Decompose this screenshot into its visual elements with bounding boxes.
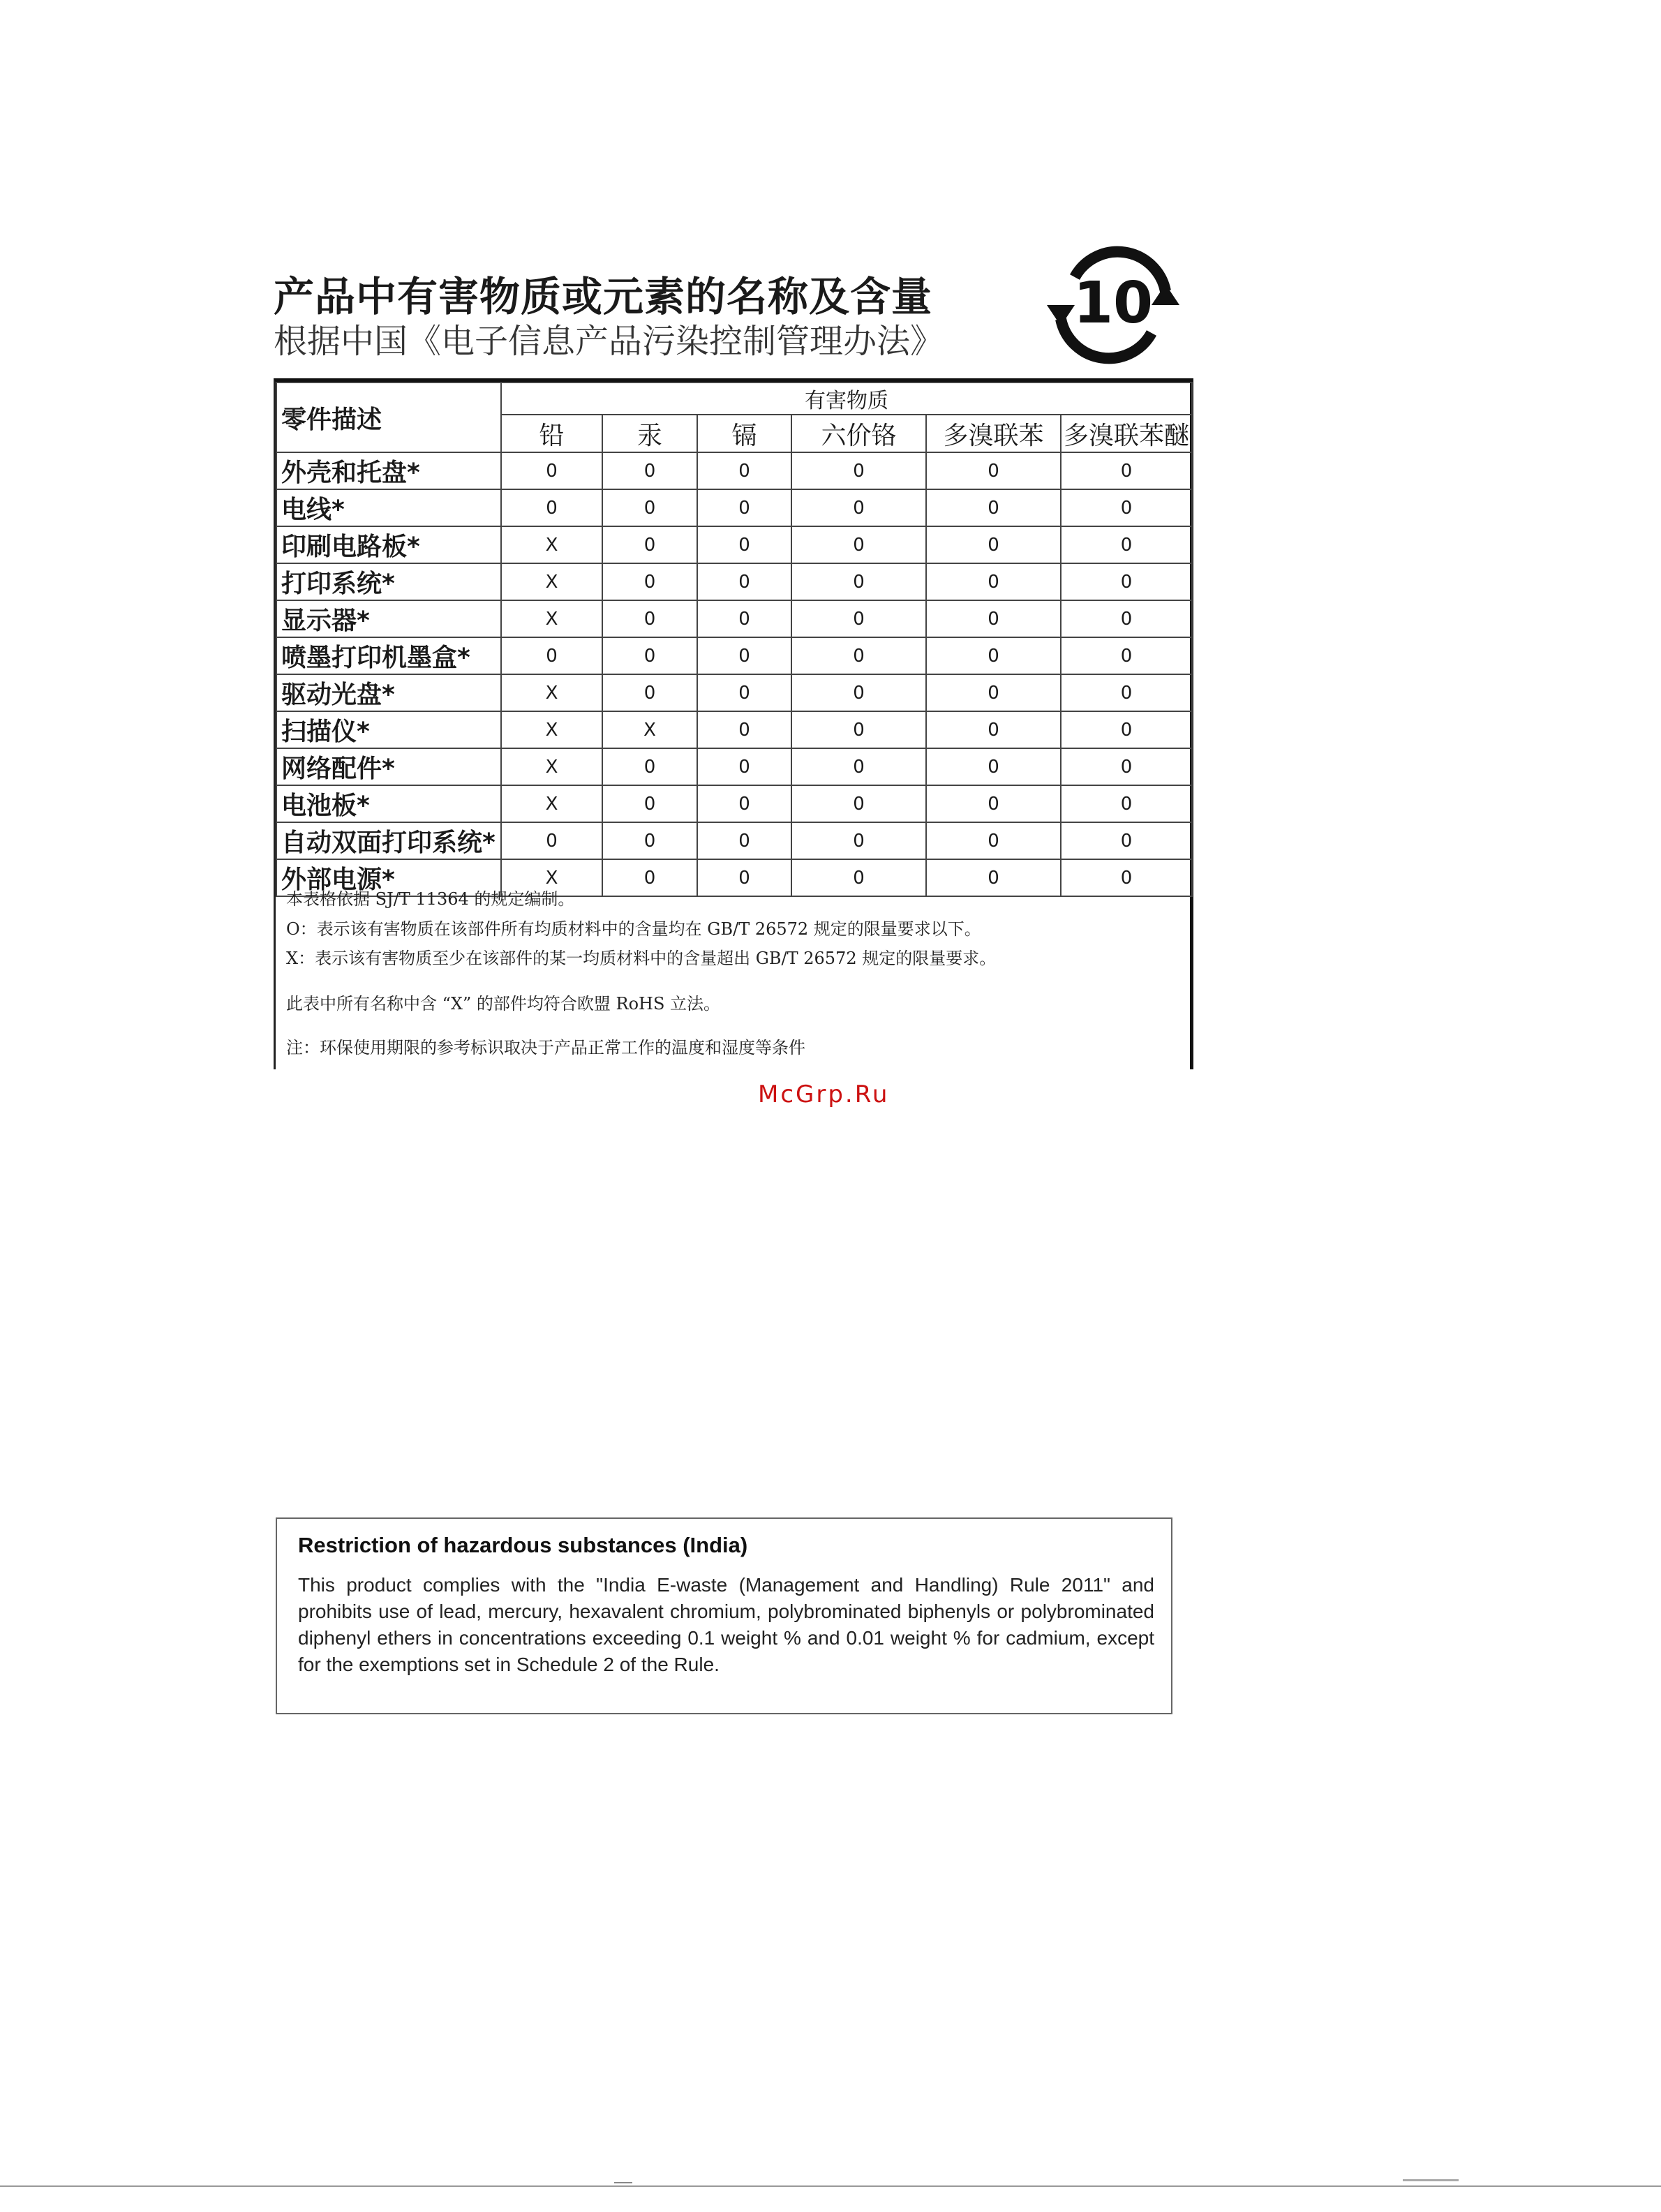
substance-value: 0 <box>602 785 697 822</box>
substance-value: 0 <box>697 526 791 563</box>
part-name: 喷墨打印机墨盒* <box>276 637 501 674</box>
page-subtitle: 根据中国《电子信息产品污染控制管理办法》 <box>274 322 944 361</box>
table-row <box>276 711 1192 748</box>
table-row <box>276 489 1192 526</box>
substance-value: 0 <box>1061 637 1192 674</box>
substance-header: 六价铬 <box>791 415 926 452</box>
substance-value: 0 <box>1061 748 1192 785</box>
table-row <box>276 452 1192 489</box>
substance-value: 0 <box>791 563 926 600</box>
substance-header: 汞 <box>602 415 697 452</box>
substance-value: 0 <box>926 637 1061 674</box>
substance-value: 0 <box>926 489 1061 526</box>
substance-value: 0 <box>791 674 926 711</box>
substance-value: 0 <box>501 637 602 674</box>
substance-value: 0 <box>602 600 697 637</box>
substance-value: 0 <box>791 748 926 785</box>
hazardous-substances-header: 有害物质 <box>501 383 1192 415</box>
substance-value: 0 <box>1061 822 1192 859</box>
environment-protection-use-period-icon <box>1033 225 1193 385</box>
substance-value: 0 <box>697 822 791 859</box>
substance-header: 多溴联苯 <box>926 415 1061 452</box>
substance-value: 0 <box>791 600 926 637</box>
substance-value: 0 <box>697 748 791 785</box>
substance-value: 0 <box>926 822 1061 859</box>
substance-value: 0 <box>1061 600 1192 637</box>
substance-value: 0 <box>791 489 926 526</box>
substance-value: 0 <box>791 822 926 859</box>
substance-value: 0 <box>697 489 791 526</box>
substance-value: 0 <box>926 859 1061 896</box>
substance-value: X <box>501 711 602 748</box>
table-note-epup: 注：环保使用期限的参考标识取决于产品正常工作的温度和湿度等条件 <box>286 1038 805 1057</box>
india-rohs-body: This product complies with the "India E-waste (Management and Handling) Rule 2011" and prohibits use of lead, mercury, hexavalent chromium, polybrominated biphenyls or polybrominated diphenyl ethers in concentrations exceeding 0.1 weight % and 0.01 weight % for cadmium, except for the exemptions set in Schedule 2 of the Rule. <box>298 1574 1154 1675</box>
part-description-header: 零件描述 <box>276 383 501 452</box>
substance-value: 0 <box>1061 489 1192 526</box>
table-note-rohs: 此表中所有名称中含 “X” 的部件均符合欧盟 RoHS 立法。 <box>286 994 721 1014</box>
part-name: 外壳和托盘* <box>276 452 501 489</box>
substance-value: 0 <box>697 563 791 600</box>
substance-value: 0 <box>602 563 697 600</box>
substance-value: X <box>501 674 602 711</box>
part-name: 打印系统* <box>276 563 501 600</box>
table-row <box>276 563 1192 600</box>
part-name: 自动双面打印系统* <box>276 822 501 859</box>
substance-value: 0 <box>791 526 926 563</box>
table-row <box>276 785 1192 822</box>
table-row <box>276 822 1192 859</box>
substance-value: X <box>501 785 602 822</box>
substance-value: 0 <box>791 452 926 489</box>
substance-value: 0 <box>697 637 791 674</box>
substance-value: 0 <box>697 452 791 489</box>
part-name: 网络配件* <box>276 748 501 785</box>
substance-value: 0 <box>926 452 1061 489</box>
footer-mark <box>614 2182 632 2189</box>
substance-value: 0 <box>791 711 926 748</box>
substance-header: 铅 <box>501 415 602 452</box>
part-name: 扫描仪* <box>276 711 501 748</box>
substance-value: 0 <box>602 822 697 859</box>
substance-value: 0 <box>926 748 1061 785</box>
substance-value: X <box>501 526 602 563</box>
substance-value: 0 <box>1061 452 1192 489</box>
substance-value: 0 <box>602 637 697 674</box>
substance-value: 0 <box>602 489 697 526</box>
table-row <box>276 748 1192 785</box>
table-note-x-meaning: X：表示该有害物质至少在该部件的某一均质材料中的含量超出 GB/T 26572 规定的限量要求。 <box>286 949 997 968</box>
substance-value: 0 <box>602 674 697 711</box>
substance-value: 0 <box>1061 711 1192 748</box>
table-row <box>276 637 1192 674</box>
substance-value: X <box>602 711 697 748</box>
part-name: 电池板* <box>276 785 501 822</box>
part-name: 电线* <box>276 489 501 526</box>
table-row <box>276 526 1192 563</box>
part-name: 印刷电路板* <box>276 526 501 563</box>
substance-value: 0 <box>602 859 697 896</box>
substance-value: 0 <box>926 563 1061 600</box>
substance-value: 0 <box>602 526 697 563</box>
substance-value: X <box>501 748 602 785</box>
substance-value: 0 <box>697 785 791 822</box>
substance-value: 0 <box>926 600 1061 637</box>
india-rohs-box <box>276 1517 1172 1714</box>
substance-value: X <box>501 563 602 600</box>
substance-value: 0 <box>501 452 602 489</box>
substance-value: 0 <box>1061 785 1192 822</box>
substance-value: 0 <box>926 785 1061 822</box>
substance-value: 0 <box>791 637 926 674</box>
substance-value: X <box>501 859 602 896</box>
page-title: 产品中有害物质或元素的名称及含量 <box>274 273 933 320</box>
substance-value: 0 <box>697 674 791 711</box>
table-row <box>276 674 1192 711</box>
watermark: McGrp.Ru <box>758 1081 890 1108</box>
substance-value: 0 <box>697 859 791 896</box>
table-row <box>276 600 1192 637</box>
india-rohs-title: Restriction of hazardous substances (India) <box>298 1533 748 1557</box>
substance-value: 0 <box>1061 674 1192 711</box>
substance-value: 0 <box>697 600 791 637</box>
substance-value: 0 <box>1061 526 1192 563</box>
substance-value: 0 <box>791 785 926 822</box>
substance-value: 0 <box>501 489 602 526</box>
substance-value: 0 <box>697 711 791 748</box>
substance-value: 0 <box>501 822 602 859</box>
footer-mark <box>1403 2179 1459 2188</box>
substance-value: 0 <box>926 526 1061 563</box>
substance-value: X <box>501 600 602 637</box>
substance-value: 0 <box>926 711 1061 748</box>
substance-value: 0 <box>791 859 926 896</box>
table-note-standard: 本表格依据 SJ/T 11364 的规定编制。 <box>286 889 575 909</box>
part-name: 驱动光盘* <box>276 674 501 711</box>
substance-value: 0 <box>602 748 697 785</box>
logo-number: 10 <box>1073 270 1154 336</box>
substance-value: 0 <box>1061 859 1192 896</box>
substance-value: 0 <box>1061 563 1192 600</box>
table-note-o-meaning: O：表示该有害物质在该部件所有均质材料中的含量均在 GB/T 26572 规定的限量要求以下。 <box>286 919 981 939</box>
substance-header: 镉 <box>697 415 791 452</box>
substance-value: 0 <box>602 452 697 489</box>
part-name: 外部电源* <box>276 859 501 896</box>
part-name: 显示器* <box>276 600 501 637</box>
substance-value: 0 <box>926 674 1061 711</box>
substance-header: 多溴联苯醚 <box>1061 415 1192 452</box>
